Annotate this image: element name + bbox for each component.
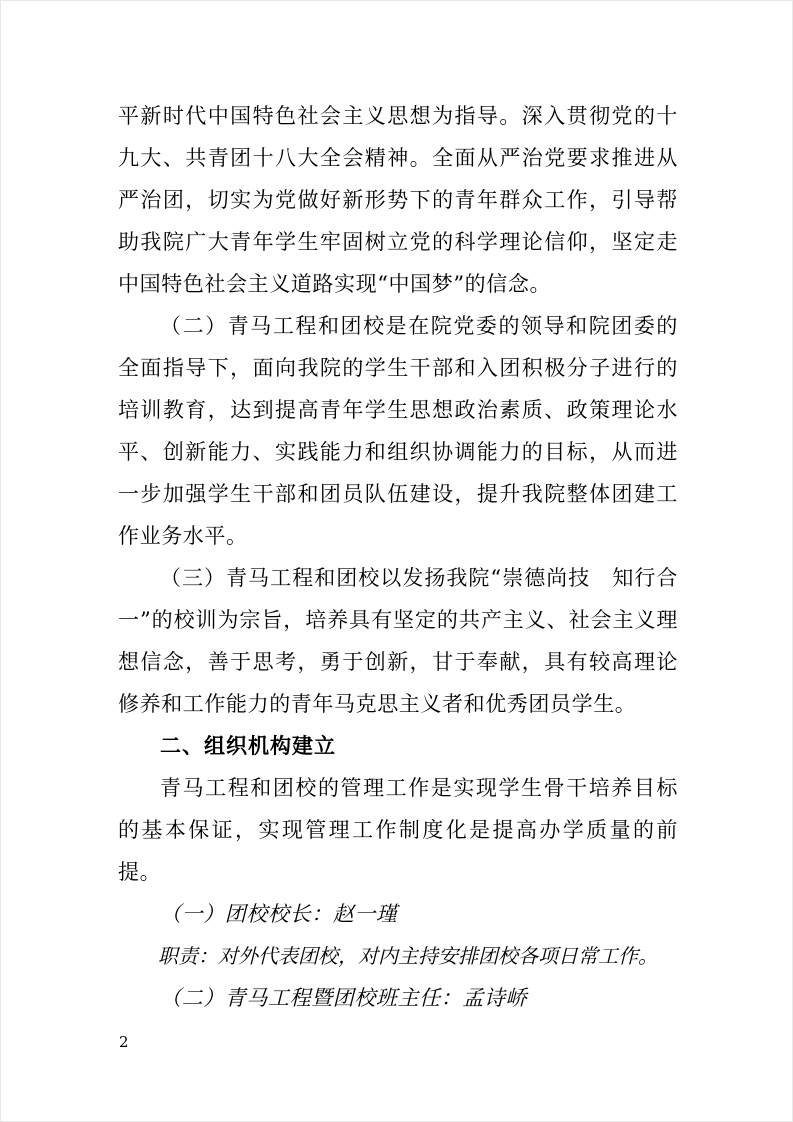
list-item-class-director: （二）青马工程暨团校班主任：孟诗峤 <box>160 986 528 1010</box>
paragraph-management-basis: 青马工程和团校的管理工作是实现学生骨干培养目标的基本保证，实现管理工作制度化是提高办学质量的前提。 <box>118 776 678 884</box>
document-body <box>118 95 678 1019</box>
list-item-principal: （一）团校校长：赵一瑾 <box>160 902 398 926</box>
list-item-principal-duty: 职责：对外代表团校，对内主持安排团校各项日常工作。 <box>158 944 658 968</box>
paragraph-school-motto: （三）青马工程和团校以发扬我院“崇德尚技 知行合一”的校训为宗旨，培养具有坚定的共产主义、社会主义理想信念，善于思考，勇于创新，甘于奉献，具有较高理论修养和工作能力的青年马克思主义者和优秀团员学生。 <box>118 566 678 716</box>
page-number: 2 <box>119 1033 129 1051</box>
section-heading-organization: 二、组织机构建立 <box>160 734 336 758</box>
paragraph-training-purpose: （二）青马工程和团校是在院党委的领导和院团委的全面指导下，面向我院的学生干部和入团积极分子进行的培训教育，达到提高青年学生思想政治素质、政策理论水平、创新能力、实践能力和组织协调能力的目标，从而进一步加强学生干部和团员队伍建设，提升我院整体团建工作业务水平。 <box>118 314 678 548</box>
paragraph-guiding-ideology: 平新时代中国特色社会主义思想为指导。深入贯彻党的十九大、共青团十八大全会精神。全面从严治党要求推进从严治团，切实为党做好新形势下的青年群众工作，引导帮助我院广大青年学生牢固树立党的科学理论信仰，坚定走中国特色社会主义道路实现“中国梦”的信念。 <box>118 104 678 296</box>
